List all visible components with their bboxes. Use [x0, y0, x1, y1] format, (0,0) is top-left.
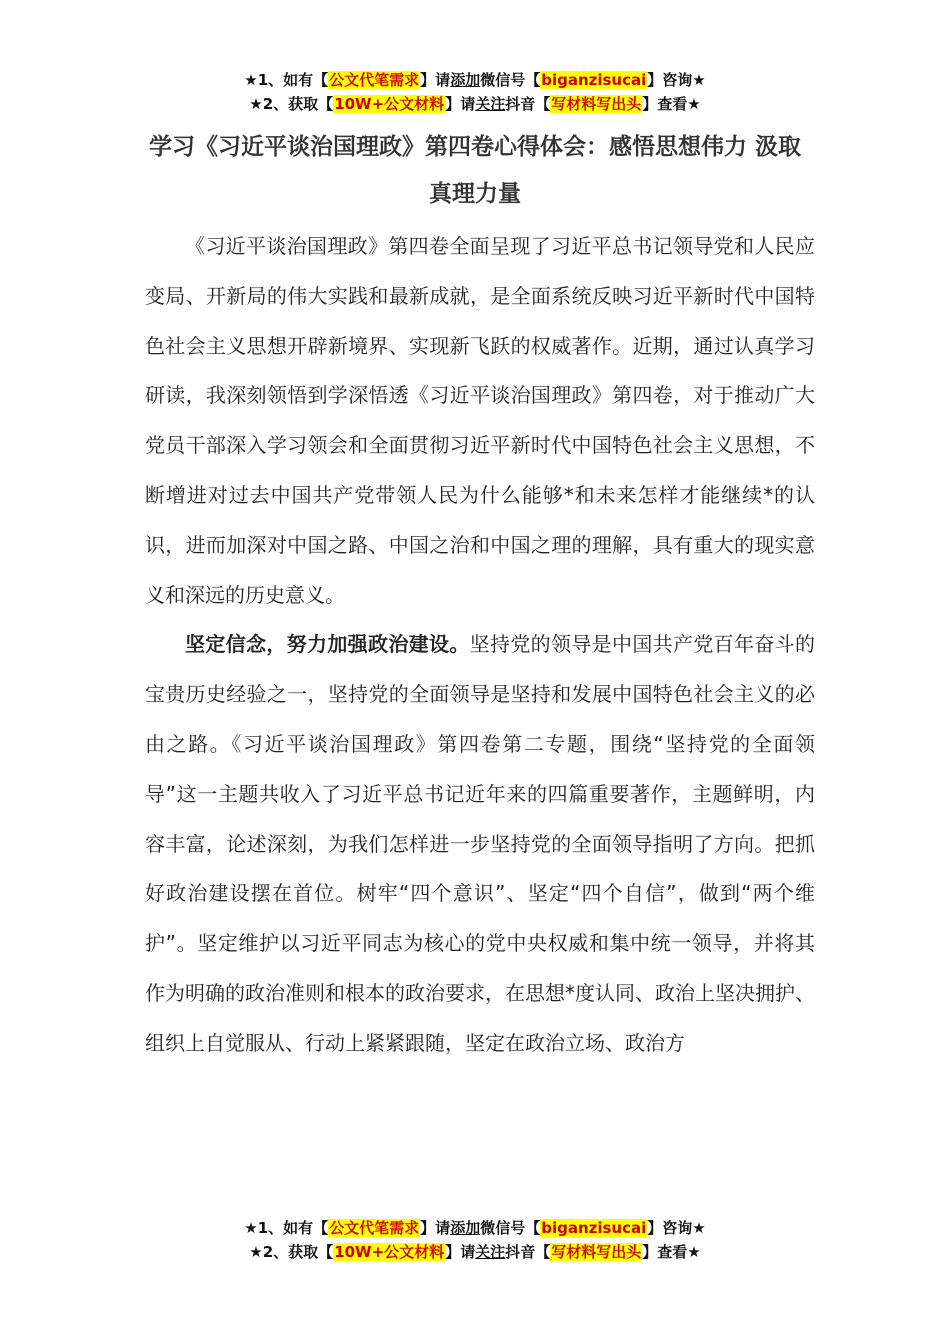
banner-highlight: biganzisucai — [541, 1219, 647, 1237]
footer-banner — [0, 1216, 950, 1264]
banner-text: ★1、如有【 — [244, 71, 329, 89]
banner-line-1 — [0, 1216, 950, 1240]
banner-text: 】查看★ — [642, 95, 701, 113]
document-title: 学习《习近平谈治国理政》第四卷心得体会：感悟思想伟力 汲取真理力量 — [148, 134, 801, 207]
banner-text: 】咨询★ — [647, 71, 706, 89]
banner-highlight: 10W+公文材料 — [334, 1243, 445, 1261]
paragraph-body: 坚持党的领导是中国共产党百年奋斗的宝贵历史经验之一，坚持党的全面领导是坚持和发展中国特色社会主义的必由之路。《习近平谈治国理政》第四卷第二专题，围绕“坚持党的全面领导”这一主题共收入了习近平总书记近年来的四篇重要著作，主题鲜明，内容丰富，论述深刻，为我们怎样进一步坚持党的全面领导指明了方向。把抓好政治建设摆在首位。树牢“四个意识”、坚定“四个自信”，做到“两个维护”。坚定维护以习近平同志为核心的党中央权威和集中统一领导，并将其作为明确的政治准则和根本的政治要求，在思想*度认同、政治上坚决拥护、组织上自觉服从、行动上紧紧跟随，坚定在政治立场、政治方 — [145, 632, 816, 1055]
banner-text: ★2、获取【 — [249, 1243, 334, 1261]
paragraph-lead: 坚定信念，努力加强政治建设。 — [185, 632, 470, 657]
banner-highlight: biganzisucai — [541, 71, 647, 89]
paragraph-political-building — [145, 620, 815, 1068]
banner-text: 抖音【 — [505, 1243, 551, 1261]
banner-underline-text: 添加 — [450, 1219, 481, 1237]
banner-underline-text: 关注 — [475, 95, 506, 113]
banner-line-1 — [0, 68, 950, 92]
banner-text: 】查看★ — [642, 1243, 701, 1261]
header-banner — [0, 68, 950, 116]
banner-text: 】咨询★ — [647, 1219, 706, 1237]
banner-highlight: 写材料写出头 — [551, 95, 642, 113]
banner-text: ★1、如有【 — [244, 1219, 329, 1237]
banner-highlight: 公文代笔需求 — [329, 1219, 420, 1237]
banner-highlight: 写材料写出头 — [551, 1243, 642, 1261]
banner-line-2 — [0, 1240, 950, 1264]
banner-text: 抖音【 — [505, 95, 551, 113]
banner-highlight: 公文代笔需求 — [329, 71, 420, 89]
banner-text: 】请 — [420, 71, 451, 89]
banner-text: 微信号【 — [480, 71, 541, 89]
banner-underline-text: 关注 — [475, 1243, 506, 1261]
banner-text: ★2、获取【 — [249, 95, 334, 113]
banner-line-2 — [0, 92, 950, 116]
banner-underline-text: 添加 — [450, 71, 481, 89]
banner-text: 微信号【 — [480, 1219, 541, 1237]
banner-highlight: 10W+公文材料 — [334, 95, 445, 113]
paragraph-intro: 《习近平谈治国理政》第四卷全面呈现了习近平总书记领导党和人民应变局、开新局的伟大实践和最新成就，是全面系统反映习近平新时代中国特色社会主义思想开辟新境界、实现新飞跃的权威著作。近期，通过认真学习研读，我深刻领悟到学深悟透《习近平谈治国理政》第四卷，对于推动广大党员干部深入学习领会和全面贯彻习近平新时代中国特色社会主义思想，不断增进对过去中国共产党带领人民为什么能够*和未来怎样才能继续*的认识，进而加深对中国之路、中国之治和中国之理的理解，具有重大的现实意义和深远的历史意义。 — [145, 234, 815, 607]
banner-text: 】请 — [445, 95, 476, 113]
banner-text: 】请 — [445, 1243, 476, 1261]
document-body — [145, 222, 815, 1069]
banner-text: 】请 — [420, 1219, 451, 1237]
